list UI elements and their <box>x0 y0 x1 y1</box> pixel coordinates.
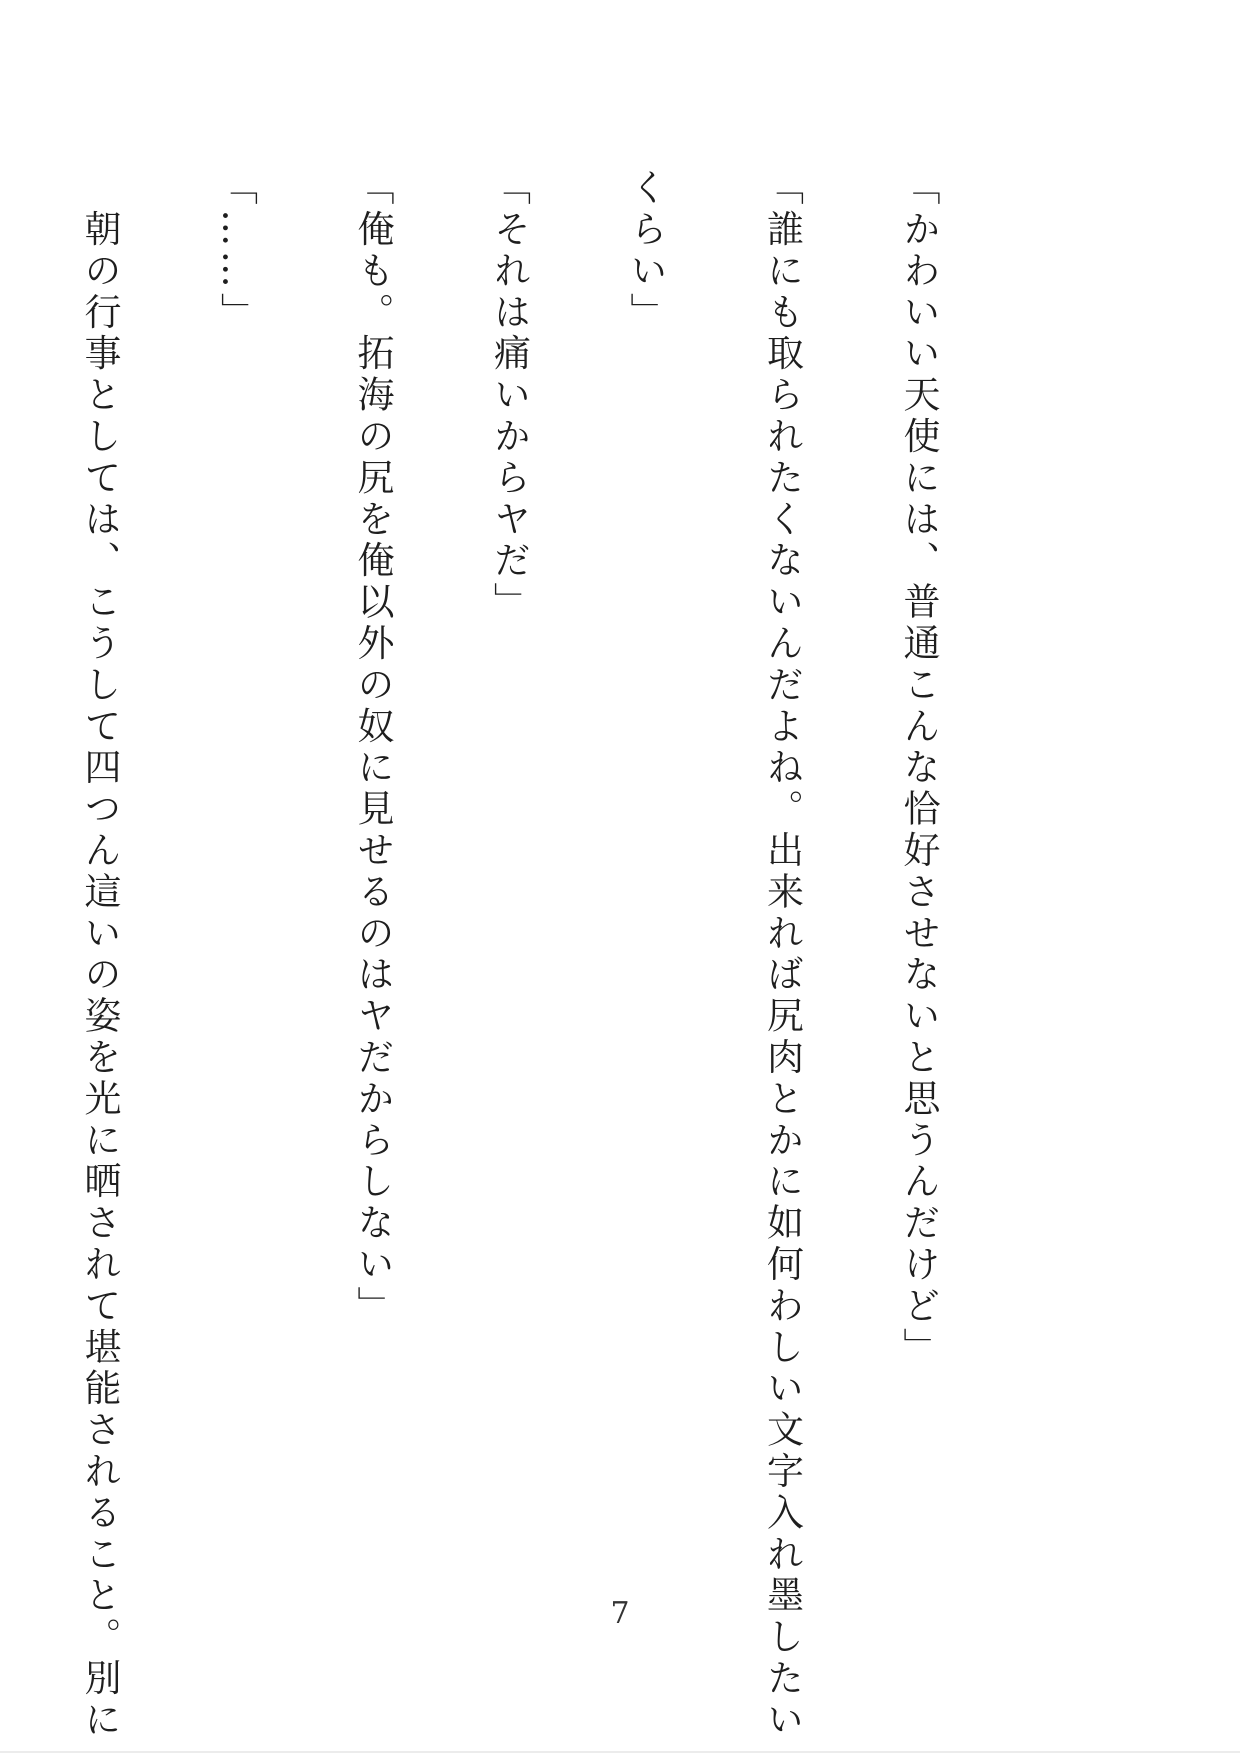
page-number: 7 <box>610 1596 630 1631</box>
text-line: 「それは痛いからヤだ」 <box>487 168 531 624</box>
text-line: くらい」 <box>624 168 667 334</box>
vertical-text-body <box>0 168 1032 1742</box>
text-line: 「誰にも取られたくないんだよね。出来れば尻肉とかに如何わしい文字入れ墨したい <box>760 168 804 1742</box>
text-line: 朝の行事としては、こうして四つん這いの姿を光に晒されて堪能されること。別に <box>78 168 121 1742</box>
text-line: 「……」 <box>214 168 258 334</box>
text-line: 「かわいい天使には、普通こんな恰好させないと思うんだけど」 <box>897 168 940 1369</box>
text-line: 「俺も。拓海の尻を俺以外の奴に見せるのはヤだからしない」 <box>351 168 394 1328</box>
